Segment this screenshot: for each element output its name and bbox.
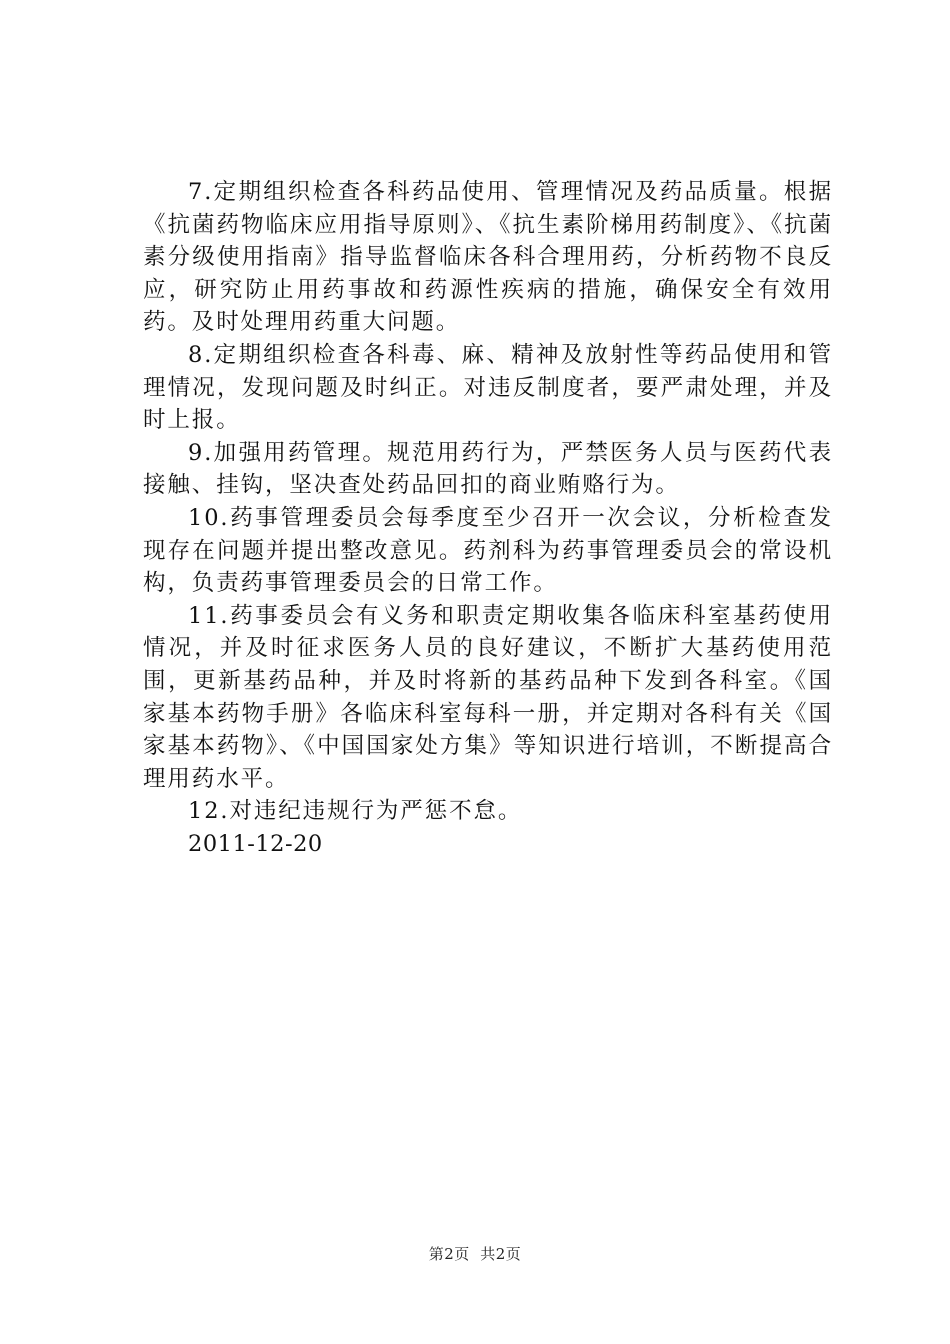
paragraph-item-11: 11.药事委员会有义务和职责定期收集各临床科室基药使用情况，并及时征求医务人员的良好建议，不断扩大基药使用范围，更新基药品种，并及时将新的基药品种下发到各科室。《国家基本药物手册》各临床科室每科一册，并定期对各科有关《国家基本药物》、《中国国家处方集》等知识进行培训，不断提高合理用药水平。 [143,602,833,792]
paragraph-item-10: 10.药事管理委员会每季度至少召开一次会议，分析检查发现存在问题并提出整改意见。药剂科为药事管理委员会的常设机构，负责药事管理委员会的日常工作。 [143,504,833,597]
paragraph-item-9: 9.加强用药管理。规范用药行为，严禁医务人员与医药代表接触、挂钩，坚决查处药品回扣的商业贿赂行为。 [143,439,833,499]
page-number-label: 第2页 共2页 [428,1245,522,1263]
paragraph-item-8: 8.定期组织检查各科毒、麻、精神及放射性等药品使用和管理情况，发现问题及时纠正。对违反制度者，要严肃处理，并及时上报。 [143,341,833,434]
page-footer [0,1243,950,1264]
document-body [143,176,833,860]
paragraph-item-7: 7.定期组织检查各科药品使用、管理情况及药品质量。根据《抗菌药物临床应用指导原则》、《抗生素阶梯用药制度》、《抗菌素分级使用指南》指导监督临床各科合理用药，分析药物不良反应，研究防止用药事故和药源性疾病的措施，确保安全有效用药。及时处理用药重大问题。 [143,179,833,336]
document-date: 2011-12-20 [188,830,323,857]
paragraph-item-12: 12.对违纪违规行为严惩不怠。 [188,798,523,825]
